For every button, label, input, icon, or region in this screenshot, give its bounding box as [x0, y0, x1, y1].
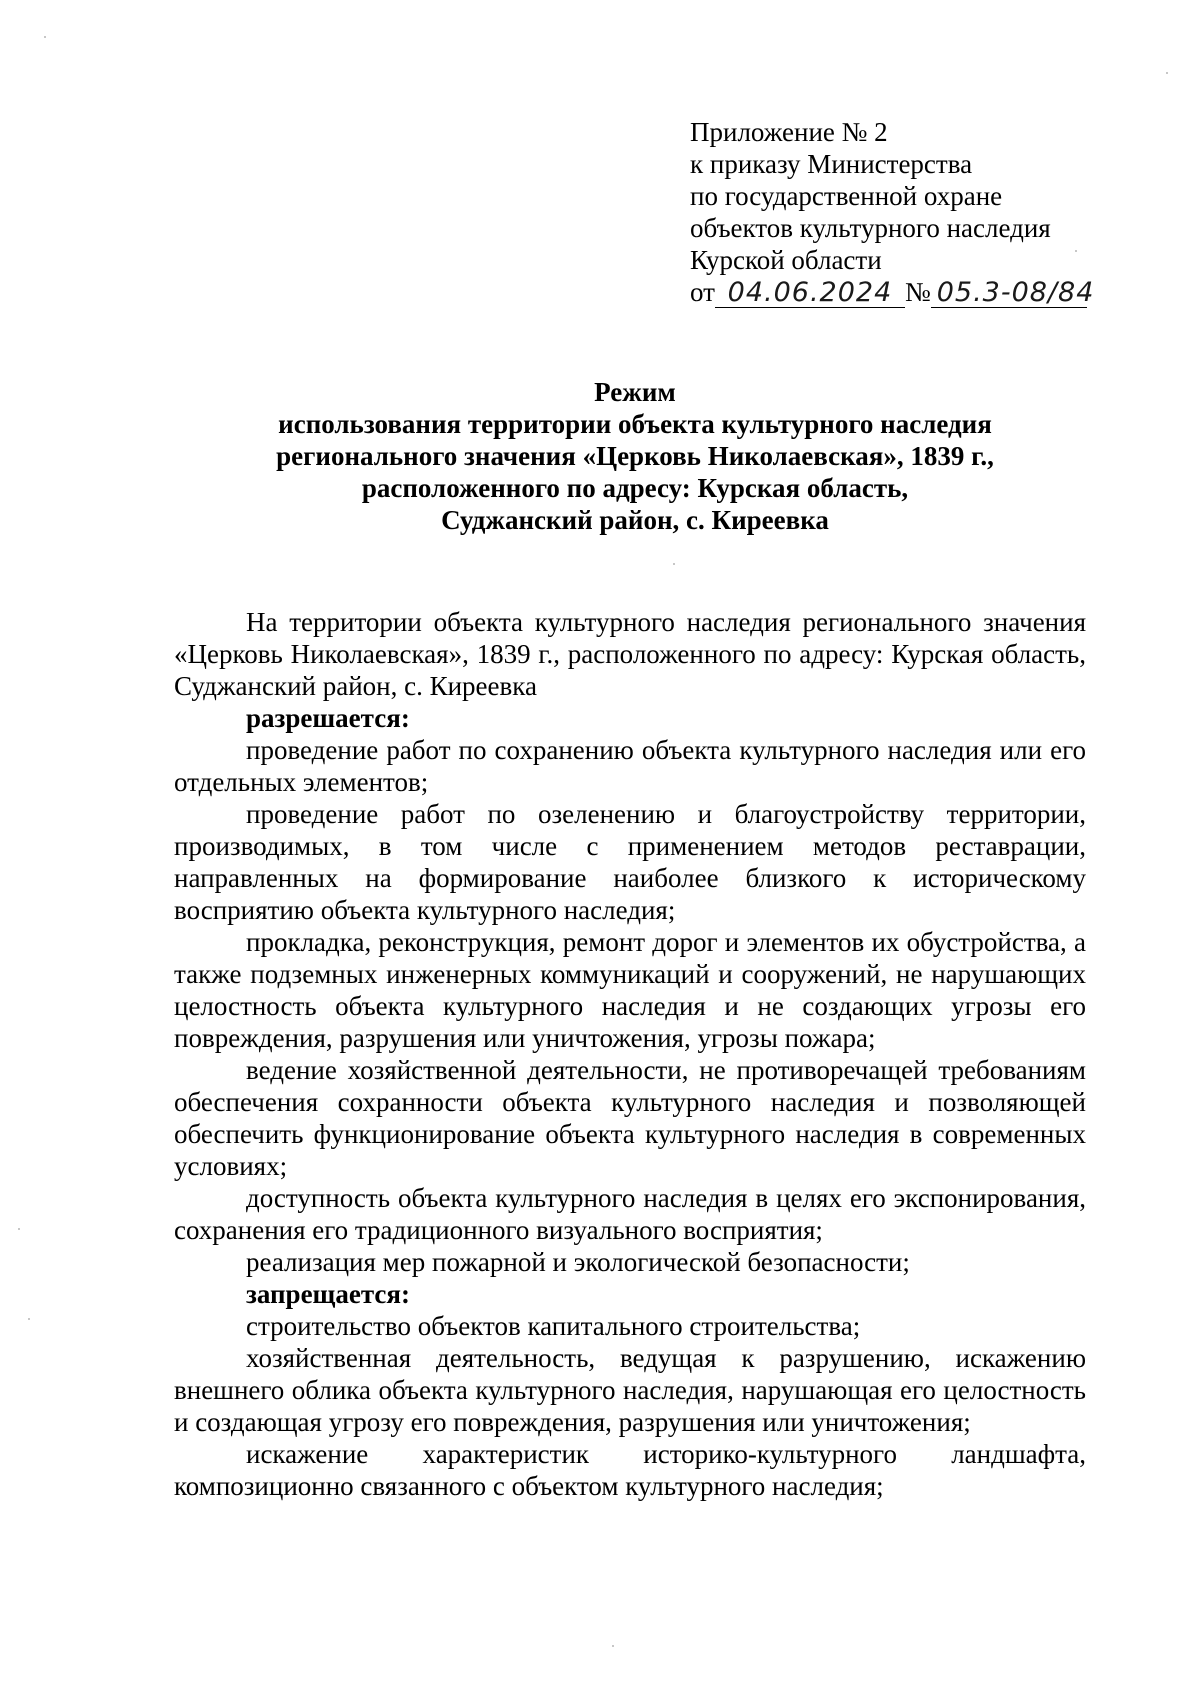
document-title — [0, 376, 1200, 536]
forbidden-heading: запрещается: — [246, 1279, 411, 1309]
handwritten-date: 04.06.2024 — [715, 279, 905, 308]
appendix-ministry: по государственной охране — [690, 181, 1003, 211]
scan-speck — [18, 1228, 20, 1230]
title-line-3: регионального значения «Церковь Николаевская», 1839 г., — [276, 441, 994, 471]
forbidden-item: хозяйственная деятельность, ведущая к разрушению, искажению внешнего облика объекта культурного наследия, нарушающая его целостность и создающая угрозу его повреждения, разрушения или уничтожения; — [174, 1343, 1086, 1437]
title-line-2: использования территории объекта культурного наследия — [278, 409, 992, 439]
allowed-item: проведение работ по сохранению объекта культурного наследия или его отдельных элементов; — [174, 735, 1086, 797]
appendix-date-line — [690, 276, 1095, 308]
appendix-number: Приложение № 2 — [690, 117, 888, 147]
handwritten-order-number: 05.3-08/84 — [931, 279, 1087, 308]
forbidden-item: строительство объектов капитального строительства; — [246, 1311, 861, 1341]
document-body — [174, 606, 1086, 1502]
appendix-header — [690, 116, 1095, 308]
allowed-item: реализация мер пожарной и экологической безопасности; — [246, 1247, 910, 1277]
appendix-order-ref: к приказу Министерства — [690, 149, 973, 179]
scan-speck — [1075, 250, 1077, 252]
scan-speck — [44, 36, 46, 38]
scan-speck — [612, 1645, 614, 1647]
allowed-item: ведение хозяйственной деятельности, не противоречащей требованиям обеспечения сохранности объекта культурного наследия и позволяющей обеспечить функционирование объекта культурного наследия в современных условиях; — [174, 1055, 1086, 1181]
scan-speck — [28, 1318, 30, 1320]
allowed-item: прокладка, реконструкция, ремонт дорог и элементов их обустройства, а также подземных инженерных коммуникаций и сооружений, не нарушающих целостность объекта культурного наследия и не создающих угрозы его повреждения, разрушения или уничтожения, угрозы пожара; — [174, 927, 1086, 1053]
title-line-4: расположенного по адресу: Курская область, — [361, 473, 909, 503]
allowed-item: доступность объекта культурного наследия в целях его экспонирования, сохранения его традиционного визуального восприятия; — [174, 1183, 1086, 1245]
appendix-region: Курской области — [690, 245, 882, 275]
scan-speck — [673, 563, 675, 565]
title-line-5: Суджанский район, с. Киреевка — [441, 505, 829, 535]
allowed-heading: разрешается: — [246, 703, 410, 733]
forbidden-item: искажение характеристик историко-культурного ландшафта, композиционно связанного с объектом культурного наследия; — [174, 1439, 1086, 1501]
date-prefix: от — [690, 277, 715, 307]
number-prefix: № — [904, 277, 931, 307]
intro-paragraph: На территории объекта культурного наследия регионального значения «Церковь Николаевская», 1839 г., расположенного по адресу: Курская область, Суджанский район, с. Киреевка — [174, 607, 1086, 701]
scan-speck — [1166, 72, 1168, 74]
allowed-item: проведение работ по озеленению и благоустройству территории, производимых, в том числе с применением методов реставрации, направленных на формирование наиболее близкого к историческому восприятию объекта культурного наследия; — [174, 799, 1086, 925]
appendix-ministry-cont: объектов культурного наследия — [690, 213, 1051, 243]
title-line-1: Режим — [594, 377, 676, 407]
